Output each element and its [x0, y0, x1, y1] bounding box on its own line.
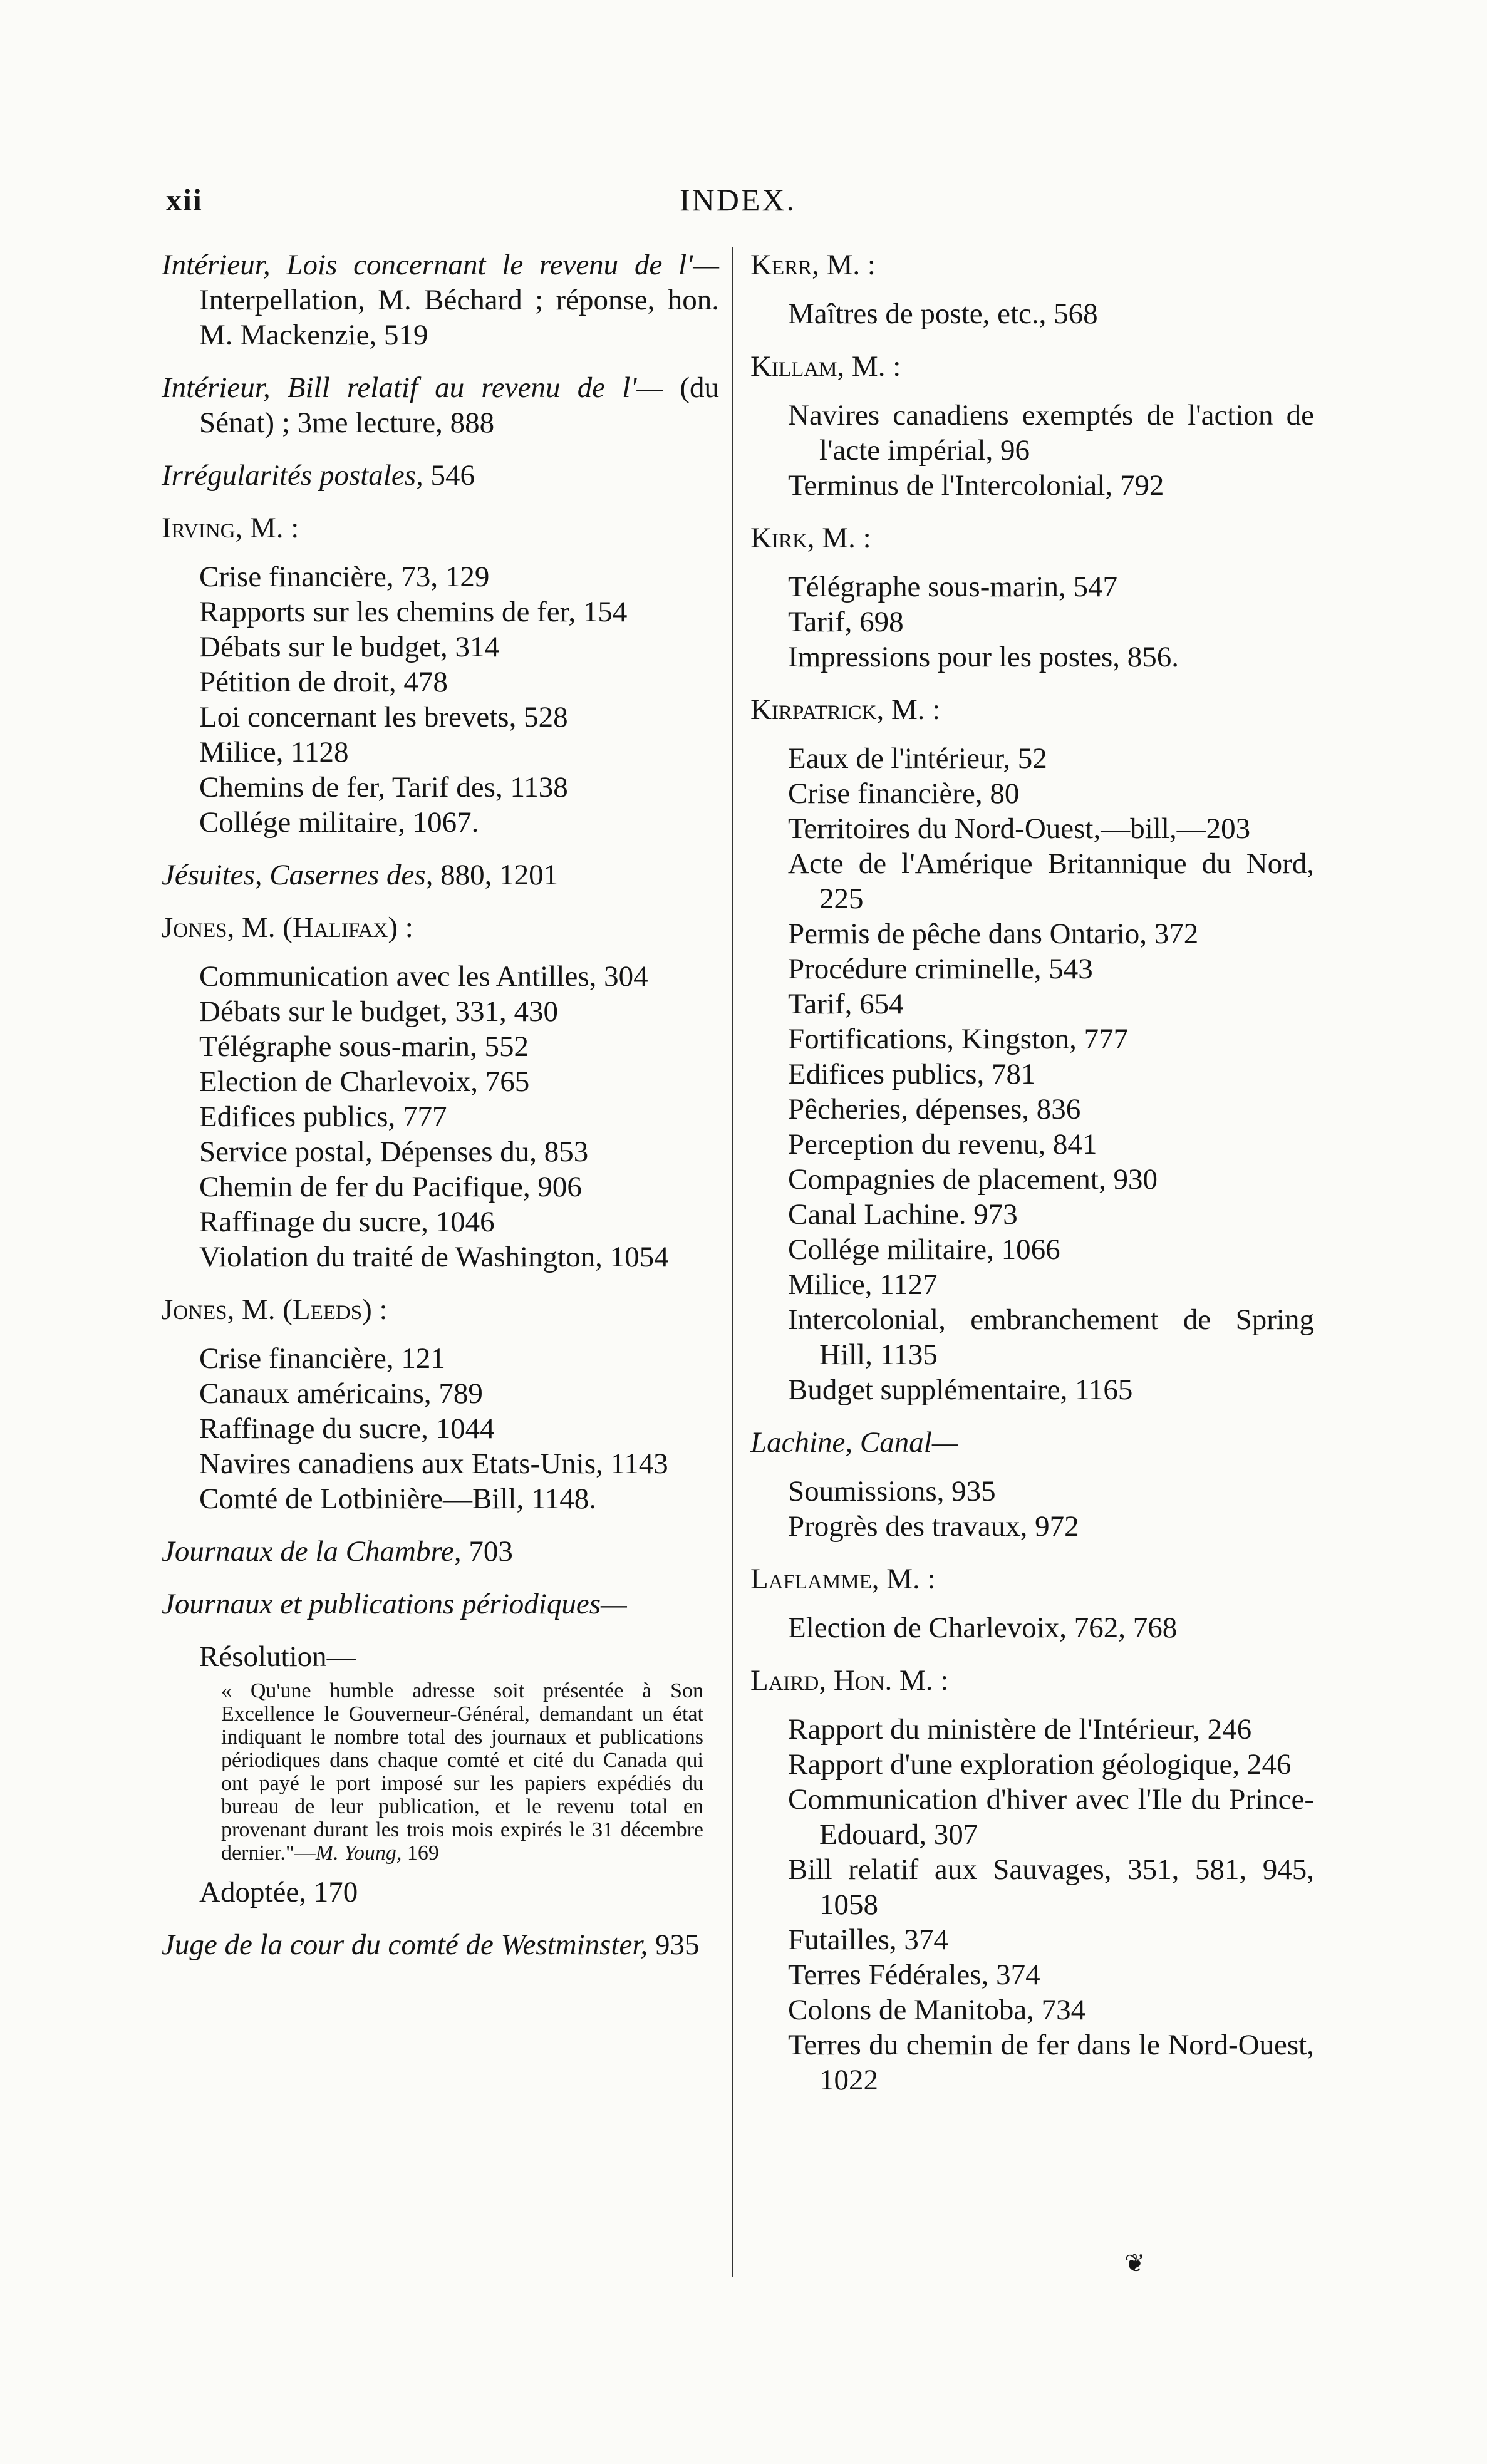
entry-heading-italic: Intérieur, Bill relatif au revenu de l'— — [162, 371, 663, 404]
entry-name-heading: Kirk, M. : — [750, 522, 871, 554]
entry-heading-text: Interpellation, M. Béchard ; réponse, hon. M. Mackenzie, 519 — [199, 284, 719, 351]
subentry: Tarif, 698 — [788, 606, 904, 638]
entry-heading-text: 880, 1201 — [433, 859, 559, 891]
resolution-block — [162, 1639, 719, 1910]
subentry: Raffinage du sucre, 1046 — [199, 1206, 495, 1238]
index-entry — [162, 1587, 719, 1622]
running-title: INDEX. — [680, 182, 797, 217]
subentry: Chemin de fer du Pacifique, 906 — [199, 1171, 582, 1203]
index-entry — [162, 510, 719, 840]
subentry: Raffinage du sucre, 1044 — [199, 1412, 495, 1445]
index-entry — [750, 1663, 1314, 2098]
index-entry — [162, 857, 719, 893]
subentry: Communication avec les Antilles, 304 — [199, 960, 648, 993]
subentry: Terres du chemin de fer dans le Nord-Ouest, 1022 — [788, 2029, 1314, 2096]
entry-heading-italic: Irrégularités postales, — [162, 459, 423, 492]
left-column — [162, 247, 719, 1980]
subentry: Progrès des travaux, 972 — [788, 1510, 1079, 1543]
subentry: Pêcheries, dépenses, 836 — [788, 1093, 1081, 1126]
subentry: Tarif, 654 — [788, 988, 904, 1020]
index-entry — [750, 349, 1314, 503]
entry-name-heading: Killam, M. : — [750, 350, 901, 383]
resolution-quote — [221, 1679, 703, 1865]
entry-heading-text: 546 — [423, 459, 475, 492]
entry-name-heading: Jones, M. (Halifax) : — [162, 911, 413, 944]
entry-name-heading: Kirpatrick, M. : — [750, 693, 941, 726]
index-entry — [750, 1425, 1314, 1544]
subentry: Territoires du Nord-Ouest,—bill,—203 — [788, 812, 1251, 845]
index-entry — [162, 458, 719, 493]
subentry: Pétition de droit, 478 — [199, 666, 448, 698]
column-divider — [732, 247, 733, 2277]
entry-name-heading: Jones, M. (Leeds) : — [162, 1293, 388, 1326]
entry-subitems — [750, 556, 1314, 675]
subentry: Colons de Manitoba, 734 — [788, 1994, 1086, 2026]
subentry: Débats sur le budget, 331, 430 — [199, 995, 559, 1028]
entry-subitems — [162, 1327, 719, 1516]
subentry: Crise financière, 80 — [788, 777, 1020, 810]
subentry: Bill relatif aux Sauvages, 351, 581, 945, 1058 — [788, 1853, 1314, 1921]
subentry: Navires canadiens exemptés de l'action de l'acte impérial, 96 — [788, 399, 1314, 467]
subentry: Service postal, Dépenses du, 853 — [199, 1136, 589, 1168]
index-entry — [162, 1292, 719, 1516]
index-entry — [750, 247, 1314, 331]
index-entry — [750, 520, 1314, 675]
entry-subitems — [750, 1460, 1314, 1544]
subentry: Permis de pêche dans Ontario, 372 — [788, 918, 1199, 950]
index-entry — [162, 1927, 719, 1962]
subentry: Election de Charlevoix, 765 — [199, 1065, 530, 1098]
entry-heading — [162, 458, 719, 493]
subentry: Soumissions, 935 — [788, 1475, 996, 1508]
right-column — [750, 247, 1314, 2115]
quote-author: M. Young, — [315, 1841, 402, 1865]
entry-heading: Lachine, Canal— — [750, 1426, 958, 1459]
entry-heading-text: 703 — [461, 1535, 513, 1568]
entry-subitems — [750, 1698, 1314, 2098]
subentry: Télégraphe sous-marin, 552 — [199, 1030, 529, 1063]
entry-heading-italic: Journaux et publications périodiques— — [162, 1588, 627, 1620]
subentry: Milice, 1127 — [788, 1268, 938, 1301]
index-entry — [750, 692, 1314, 1407]
subentry: Terminus de l'Intercolonial, 792 — [788, 469, 1164, 502]
subentry: Election de Charlevoix, 762, 768 — [788, 1612, 1178, 1644]
entry-heading — [162, 857, 719, 893]
quote-page: 169 — [402, 1841, 439, 1865]
subentry: Impressions pour les postes, 856. — [788, 641, 1179, 673]
entry-subitems — [750, 727, 1314, 1407]
subentry: Rapports sur les chemins de fer, 154 — [199, 596, 628, 628]
subentry: Crise financière, 121 — [199, 1342, 445, 1375]
index-entry — [162, 910, 719, 1275]
subentry: Edifices publics, 781 — [788, 1058, 1036, 1090]
entry-heading — [162, 370, 719, 440]
subentry: Rapport du ministère de l'Intérieur, 246 — [788, 1713, 1252, 1746]
subentry: Fortifications, Kingston, 777 — [788, 1023, 1129, 1055]
subentry: Milice, 1128 — [199, 736, 349, 769]
entry-heading-text: (du Sénat) ; 3me lecture, 888 — [199, 371, 719, 439]
subentry: Chemins de fer, Tarif des, 1138 — [199, 771, 568, 804]
entry-subitems — [750, 1597, 1314, 1645]
index-entry — [750, 1561, 1314, 1645]
entry-heading — [162, 1587, 719, 1622]
subentry: Violation du traité de Washington, 1054 — [199, 1241, 669, 1273]
subentry: Terres Fédérales, 374 — [788, 1959, 1040, 1991]
entry-heading-italic: Jésuites, Casernes des, — [162, 859, 433, 891]
subentry: Perception du revenu, 841 — [788, 1128, 1097, 1161]
end-ornament: ❦ — [1124, 2249, 1146, 2277]
subentry: Procédure criminelle, 543 — [788, 953, 1093, 985]
entry-subitems — [162, 546, 719, 840]
subentry: Communication d'hiver avec l'Ile du Prince-Edouard, 307 — [788, 1783, 1314, 1851]
subentry: Intercolonial, embranchement de Spring Hill, 1135 — [788, 1303, 1314, 1371]
subentry: Rapport d'une exploration géologique, 246 — [788, 1748, 1292, 1781]
resolution-adopted: Adoptée, 170 — [199, 1876, 358, 1908]
entry-name-heading: Laird, Hon. M. : — [750, 1664, 949, 1697]
subentry: Canal Lachine. 973 — [788, 1198, 1018, 1231]
entry-name-heading: Irving, M. : — [162, 512, 299, 544]
subentry: Budget supplémentaire, 1165 — [788, 1374, 1133, 1406]
entry-subitems — [750, 282, 1314, 331]
entry-heading-italic: Intérieur, Lois concernant le revenu de l'— — [162, 249, 719, 281]
index-entry — [162, 247, 719, 353]
entry-subitems — [162, 945, 719, 1275]
entry-subitems — [750, 384, 1314, 503]
subentry: Crise financière, 73, 129 — [199, 561, 490, 593]
subentry: Acte de l'Amérique Britannique du Nord, 225 — [788, 847, 1314, 915]
subentry: Loi concernant les brevets, 528 — [199, 701, 568, 733]
entry-name-heading: Kerr, M. : — [750, 249, 876, 281]
entry-heading-text: 935 — [648, 1928, 700, 1961]
quote-text: « Qu'une humble adresse soit présentée à Son Excellence le Gouverneur-Général, demandant un état indiquant le nombre total des journaux et publications périodiques dans chaque comté et cité du Canada qui ont payé le port imposé sur les papiers expédiés du bureau de leur publication, et le revenu total en provenant durant les trois mois expirés le 31 décembre dernier."— — [221, 1679, 703, 1865]
subentry: Collége militaire, 1066 — [788, 1233, 1060, 1266]
resolution-label: Résolution— — [199, 1640, 356, 1673]
subentry: Télégraphe sous-marin, 547 — [788, 571, 1117, 603]
subentry: Edifices publics, 777 — [199, 1100, 447, 1133]
entry-heading-italic: Journaux de la Chambre, — [162, 1535, 462, 1568]
entry-heading — [162, 1927, 719, 1962]
subentry: Maîtres de poste, etc., 568 — [788, 298, 1098, 330]
subentry: Navires canadiens aux Etats-Unis, 1143 — [199, 1447, 668, 1480]
entry-heading — [162, 1534, 719, 1569]
subentry: Compagnies de placement, 930 — [788, 1163, 1158, 1196]
index-entry — [162, 370, 719, 440]
entry-name-heading: Laflamme, M. : — [750, 1563, 936, 1595]
entry-heading-italic: Juge de la cour du comté de Westminster, — [162, 1928, 648, 1961]
subentry: Débats sur le budget, 314 — [199, 631, 500, 663]
page-number: xii — [166, 182, 203, 217]
subentry: Futailles, 374 — [788, 1923, 948, 1956]
page-header — [166, 182, 1312, 225]
subentry: Eaux de l'intérieur, 52 — [788, 742, 1047, 775]
index-entry — [162, 1534, 719, 1569]
subentry: Canaux américains, 789 — [199, 1377, 483, 1410]
subentry: Collége militaire, 1067. — [199, 806, 479, 839]
subentry: Comté de Lotbinière—Bill, 1148. — [199, 1483, 596, 1515]
entry-heading — [162, 247, 719, 353]
